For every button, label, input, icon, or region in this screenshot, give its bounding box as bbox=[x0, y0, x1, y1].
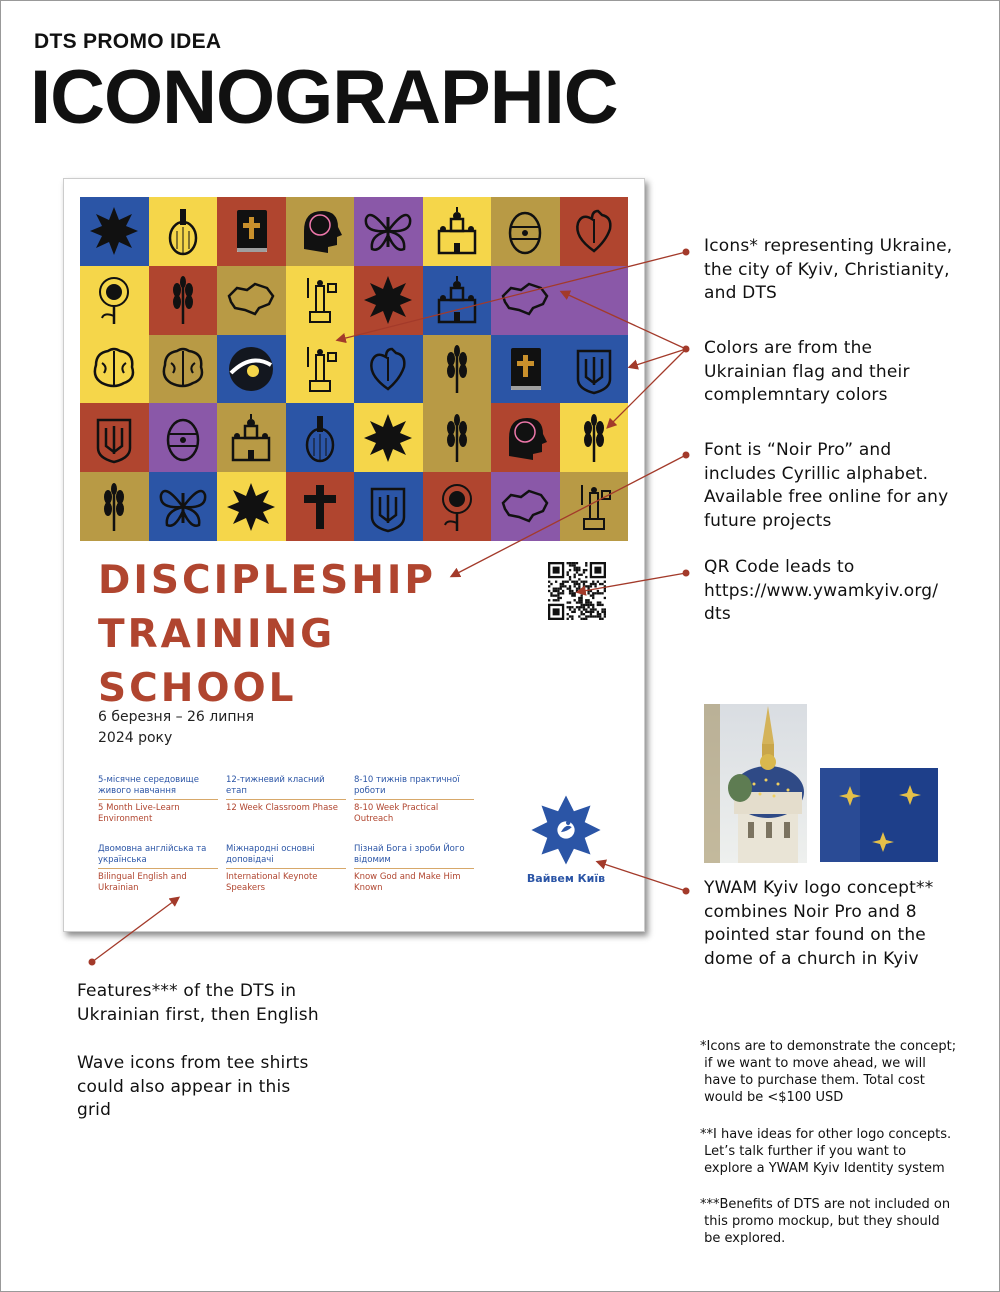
note-line: Font is “Noir Pro” and bbox=[704, 440, 892, 460]
footnote-line: if we want to move ahead, we will bbox=[700, 1056, 926, 1071]
arrow-qr bbox=[578, 573, 686, 592]
note-line: future projects bbox=[704, 510, 832, 531]
note-line: https://www.ywamkyiv.org/ bbox=[704, 580, 939, 601]
feature-ua: 5-місячне середовище живого навчання bbox=[98, 775, 218, 800]
arrow-colors-1 bbox=[562, 292, 686, 349]
logo-text: Вайвем Київ bbox=[526, 872, 606, 885]
note-line: combines Noir Pro and 8 bbox=[704, 901, 917, 922]
feature-en: International Keynote Speakers bbox=[226, 872, 318, 893]
feature-en: 12 Week Classroom Phase bbox=[226, 803, 338, 813]
footnote-line: Let’s talk further if you want to bbox=[700, 1144, 907, 1159]
arrow-colors-3 bbox=[608, 349, 686, 427]
feature-ua: Пізнай Бога і зроби Його відомим bbox=[354, 844, 474, 869]
footnote-line: would be <$100 USD bbox=[700, 1090, 844, 1105]
note-line: includes Cyrillic alphabet. bbox=[704, 463, 929, 484]
feature-en: Know God and Make Him Known bbox=[354, 872, 461, 893]
note-line: Features*** of the DTS in bbox=[77, 981, 297, 1001]
note-line: Available free online for any bbox=[704, 487, 949, 507]
footnote-line: *Icons are to demonstrate the concept; bbox=[700, 1039, 957, 1054]
feature-en: 8-10 Week Practical Outreach bbox=[354, 803, 439, 824]
note-line: could also appear in this bbox=[77, 1076, 291, 1097]
arrow-icons bbox=[338, 252, 686, 340]
note-line: Ukrainian first, then English bbox=[77, 1004, 319, 1025]
arrow-font bbox=[452, 455, 686, 576]
note-line: YWAM Kyiv logo concept** bbox=[704, 878, 934, 898]
title-line: SCHOOL bbox=[98, 666, 297, 711]
dates-line: 6 березня – 26 липня bbox=[98, 709, 255, 725]
note-line: complemntary colors bbox=[704, 385, 888, 405]
arrow-logo bbox=[598, 862, 686, 891]
footnote-line: ***Benefits of DTS are not included on bbox=[700, 1197, 951, 1212]
note-line: QR Code leads to bbox=[704, 557, 855, 577]
feature-en: Bilingual English and Ukrainian bbox=[98, 872, 187, 893]
footnote-line: have to purchase them. Total cost bbox=[700, 1073, 925, 1088]
note-line: Icons* representing Ukraine, bbox=[704, 236, 953, 256]
footnote-line: this promo mockup, but they should bbox=[700, 1214, 940, 1229]
footnote-line: be explored. bbox=[700, 1231, 786, 1246]
note-line: the city of Kyiv, Christianity, bbox=[704, 259, 950, 280]
note-line: grid bbox=[77, 1100, 112, 1120]
note-line: pointed star found on the bbox=[704, 925, 926, 945]
feature-ua: 8-10 тижнів практичної роботи bbox=[354, 775, 474, 800]
feature-ua: Міжнародні основні доповідачі bbox=[226, 844, 346, 869]
title-line: DISCIPLESHIP bbox=[98, 558, 437, 603]
feature-ua: 12-тижневий класний етап bbox=[226, 775, 346, 800]
feature-ua: Двомовна англійська та українська bbox=[98, 844, 218, 869]
feature-en: 5 Month Live-Learn Environment bbox=[98, 803, 180, 824]
title-line: TRAINING bbox=[98, 612, 336, 657]
note-line: Colors are from the bbox=[704, 338, 873, 358]
page-headline: ICONOGRAPHIC bbox=[30, 55, 618, 140]
arrow-features bbox=[92, 898, 178, 962]
eyebrow: DTS PROMO IDEA bbox=[34, 30, 222, 53]
note-line: and DTS bbox=[704, 283, 778, 303]
note-line: Ukrainian flag and their bbox=[704, 361, 910, 382]
note-line: dts bbox=[704, 604, 731, 624]
footnote-line: **I have ideas for other logo concepts. bbox=[700, 1127, 952, 1142]
dates-line: 2024 року bbox=[98, 730, 173, 746]
note-line: Wave icons from tee shirts bbox=[77, 1053, 309, 1073]
footnote-line: explore a YWAM Kyiv Identity system bbox=[700, 1161, 945, 1176]
note-line: dome of a church in Kyiv bbox=[704, 948, 919, 969]
